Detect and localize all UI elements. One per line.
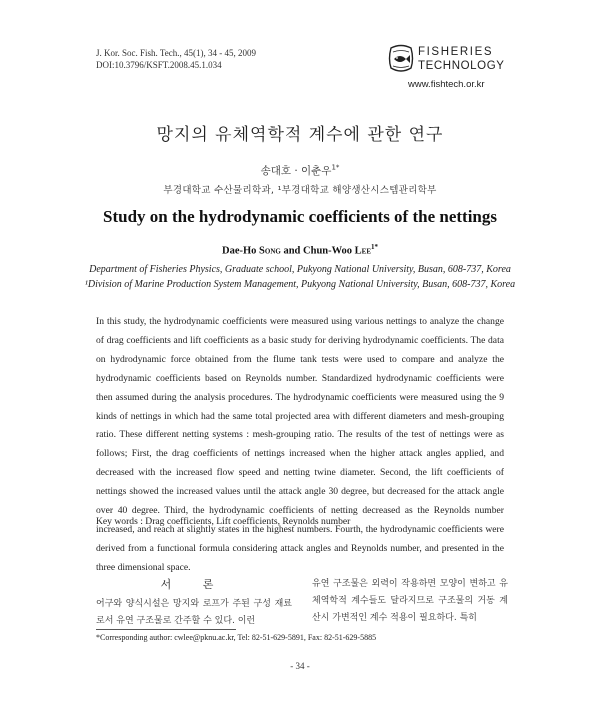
korean-title: 망지의 유체역학적 계수에 관한 연구 — [156, 125, 444, 145]
abstract-text: In this study, the hydrodynamic coefficients were measured using various nettings to analyze the change of drag coefficients and lift coefficients as a basic study for deriving hydrodynamic coefficients. The data on hydrodynamic force obtained from the flume tank tests were used to compare and analyze the hydrodynamic coefficients based on Reynolds number. Standardized hydrodynamic coefficients were then assumed during the analysis procedures. The hydrodynamic coefficients were measured using the 9 kinds of nettings in which had the same total projected area with different diameters and mesh-grouping ratio. These different netting systems : mesh-grouping ratio. The results of the test of nettings were as follows; First, the drag coefficients of nettings increased when the higher attack angles applied, and decreased with the increased flow speed and netting twine diameter. Second, the lift coefficients of nettings showed the increased values until the attack angle 30 degree, but decreased for the attack angle over 40 degree. Third, the hydrodynamic coefficients of netting decreased as the Reynolds number increased, and reach at slightly states in the highest numbers. Fourth, the hydrodynamic coefficients were derived from a functional formula considering attack angles and Reynolds number, and presented in the three dimensional space. — [96, 316, 504, 573]
korean-affiliation: 부경대학교 수산물리학과, ¹부경대학교 해양생산시스템관리학부 — [163, 185, 437, 196]
author1-first: Dae-Ho — [221, 245, 260, 257]
corresponding-author-footnote: *Corresponding author: cwlee@pknu.ac.kr, Tel: 82-51-629-5891, Fax: 82-51-629-5885 — [96, 633, 377, 642]
korean-author-mark: 1* — [331, 163, 340, 172]
journal-citation: J. Kor. Soc. Fish. Tech., 45(1), 34 - 45, 2009 — [96, 48, 256, 58]
author2-last: Lee — [354, 245, 372, 257]
journal-logo — [388, 44, 506, 78]
author2-mark: 1* — [371, 243, 379, 251]
korean-authors — [0, 163, 600, 178]
section-heading-introduction: 서 론 — [160, 578, 228, 591]
author1-last: Song — [259, 245, 281, 257]
english-title: Study on the hydrodynamic coefficients of the nettings — [103, 207, 497, 226]
english-affiliation-1: Department of Fisheries Physics, Graduate school, Pukyong National University, Busan, 608-737, Korea — [89, 264, 511, 275]
intro-left-column — [96, 576, 292, 630]
logo-wordmark-line1: FISHERIES — [418, 46, 494, 58]
intro-right-text: 유연 구조물은 외력이 작용하면 모양이 변하고 유체역학적 계수들도 달라지므로 구조물의 거동 계산시 가변적인 계수 적용이 필요하다. 특히 — [312, 579, 508, 623]
keywords: Key words : Drag coefficients, Lift coefficients, Reynolds number — [96, 516, 351, 527]
journal-url[interactable]: www.fishtech.or.kr — [408, 79, 485, 90]
author2-first: Chun-Woo — [303, 245, 355, 257]
footnote-divider — [96, 629, 236, 630]
korean-author-names: 송대호 · 이춘우 — [260, 165, 332, 177]
page-number: - 34 - — [290, 661, 310, 671]
fish-logo-icon — [388, 44, 414, 74]
journal-doi: DOI:10.3796/KSFT.2008.45.1.034 — [96, 60, 222, 70]
english-affiliation-2: ¹Division of Marine Production System Management, Pukyong National University, Busan, 608-737, Korea — [84, 279, 516, 290]
journal-reference — [96, 47, 256, 71]
logo-wordmark-line2: TECHNOLOGY — [418, 60, 505, 72]
intro-right-column — [312, 576, 508, 627]
intro-left-text: 어구와 양식시설은 망지와 로프가 주된 구성 재료로서 유연 구조물로 간주할 수 있다. 이런 — [96, 599, 292, 626]
english-authors — [0, 243, 600, 257]
author-and: and — [280, 245, 304, 257]
abstract — [96, 313, 504, 578]
